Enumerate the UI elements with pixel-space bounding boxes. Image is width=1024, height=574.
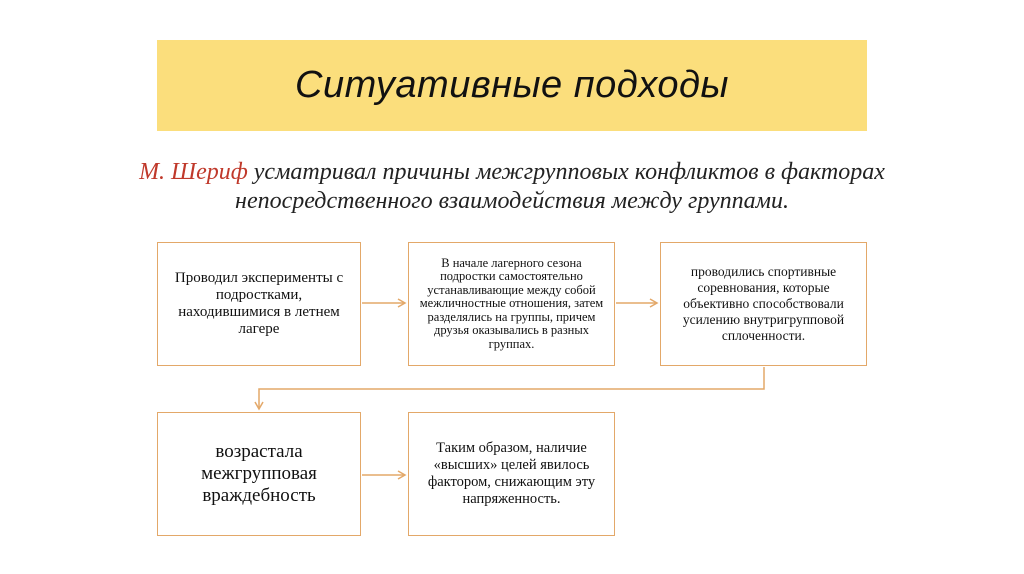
flow-box-camp-season	[408, 242, 615, 366]
arrow-box3-to-box4	[259, 367, 764, 409]
flow-box-conclusion	[408, 412, 615, 536]
intro-text: усматривал причины межгрупповых конфликтов в факторах непосредственного взаимодействия между группами.	[235, 159, 885, 214]
author-name: М. Шериф	[139, 159, 248, 185]
flow-box-text: возрастала межгрупповая враждебность	[201, 441, 317, 506]
flow-box-text: В начале лагерного сезона подростки самостоятельно устанавливающие между собой межличностные отношения, затем разделялись на группы, причем друзья оказывались в разных группах.	[419, 255, 604, 351]
flow-box-hostility	[157, 412, 361, 536]
flow-box-text: проводились спортивные соревнования, которые объективно способствовали усилению внутригрупповой сплоченности.	[682, 264, 845, 343]
flow-box-text: Таким образом, наличие «высших» целей явилось фактором, снижающим эту напряженность.	[427, 440, 596, 507]
page-title: Ситуативные подходы	[295, 64, 729, 106]
flow-box-experiments	[157, 242, 361, 366]
flow-box-text: Проводил эксперименты с подростками, находившимися в летнем лагере	[174, 270, 344, 337]
flow-box-competitions	[660, 242, 867, 366]
